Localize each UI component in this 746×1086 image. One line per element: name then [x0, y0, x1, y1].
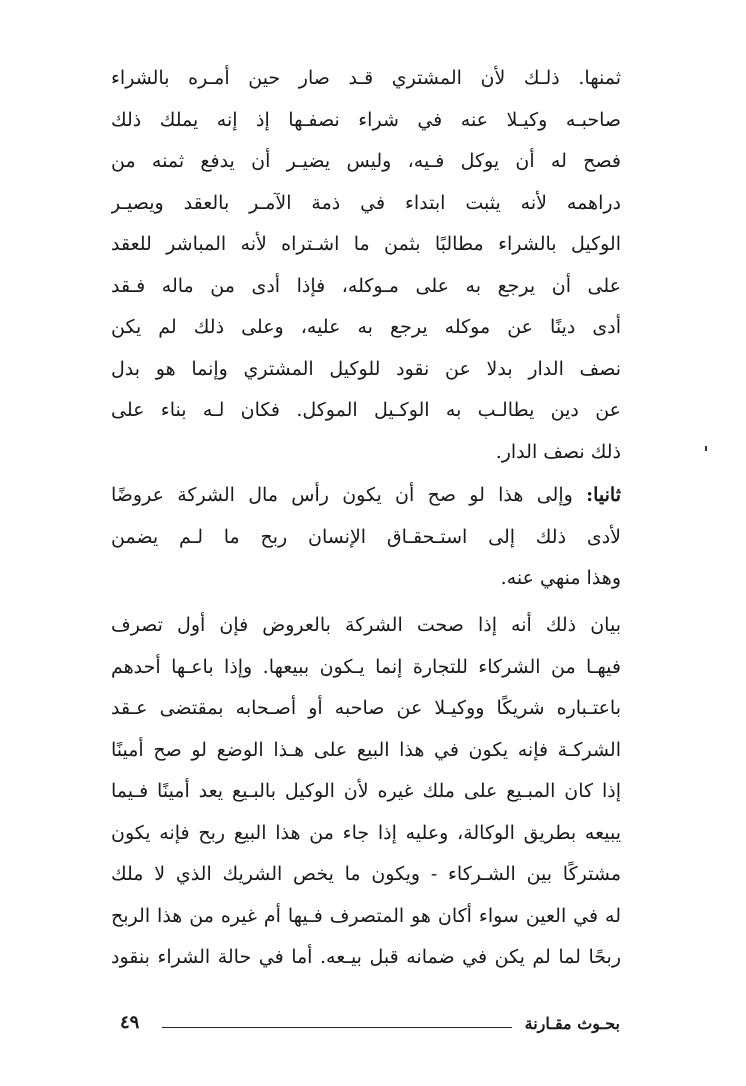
text-line: فيهـا من الشركاء للتجارة إنما يـكون ببيعها. وإذا باعـها أحدهم: [111, 655, 621, 678]
text-line: مشتركًا بين الشـركاء - ويكون ما يخص الشريك الذي لا ملك: [111, 863, 621, 885]
text-span: وإلى هذا لو صح أن يكون رأس مال الشركة عروضًا: [111, 484, 587, 506]
page-number: ٤٩: [120, 1012, 140, 1033]
text-line: ذلك نصف الدار.: [495, 440, 621, 463]
text-line: بيان ذلك أنه إذا صحت الشركة بالعروض فإن أول تصرف: [111, 614, 621, 636]
text-line: إذا كان المبـيع على ملك غيره لأن الوكيل بالبـيع يعد أمينًا فـيما: [111, 780, 621, 802]
text-line: على أن يرجع به على مـوكله، فإذا أدى من ماله فـقد: [111, 274, 621, 297]
page-footer: [120, 1010, 620, 1040]
text-line: يبيعه بطريق الوكالة، وعليه إذا جاء من هذا البيع ربح فإنه يكون: [111, 821, 621, 844]
text-line: لأدى ذلك إلى استـحقـاق الإنسان ربح ما لـم يضمن: [111, 525, 621, 548]
text-line: له في العين سواء أكان هو المتصرف فـيها أم غيره من هذا الربح: [111, 904, 621, 927]
text-line: [111, 475, 621, 517]
text-line: وهذا منهي عنه.: [500, 567, 621, 589]
text-line: أدى دينًا عن موكله يرجع به عليه، وعلى ذلك لم يكن: [111, 316, 621, 338]
text-line: عن دين يطالـب به الوكـيل الموكل. فكان لـه بناء على: [111, 399, 621, 421]
section-lead: ثانيا:: [586, 484, 621, 506]
text-line: ربحًا لما لم يكن في ضمانه قبل بيـعه. أما في حالة الشراء بنقود: [111, 946, 621, 968]
text-line: ثمنها. ذلـك لأن المشتري قـد صار حين أمـره بالشراء: [111, 67, 621, 89]
margin-mark: [705, 446, 707, 451]
text-line: نصف الدار بدلا عن نقود للوكيل المشتري وإنما هو بدل: [111, 357, 621, 380]
paragraph-3: [111, 605, 621, 979]
text-line: دراهمه لأنه يثبت ابتداء في ذمة الآمـر بالعقد ويصيـر: [111, 191, 621, 214]
footer-rule: [162, 1027, 512, 1028]
text-line: الشركـة فإنه يكون في هذا البيع على هـذا الوضع لو صح أمينًا: [111, 738, 621, 761]
text-line: صاحبـه وكيـلا عنه في شراء نصفـها إذ إنه يملك ذلك: [111, 108, 621, 131]
running-title: بحـوث مقـارنة: [524, 1014, 620, 1033]
paragraph-2: [111, 475, 621, 600]
text-line: الوكيل بالشراء مطالبًا بثمن ما اشـتراه لأنه المباشر للعقد: [111, 233, 621, 255]
text-line: باعتـباره شريكًا ووكيـلا عن صاحبه أو أصـحابه بمقتضى عـقد: [111, 697, 621, 719]
paragraph-1: [111, 58, 621, 473]
text-line: فصح له أن يوكل فـيه، وليس يضيـر أن يدفع ثمنه من: [111, 150, 621, 172]
